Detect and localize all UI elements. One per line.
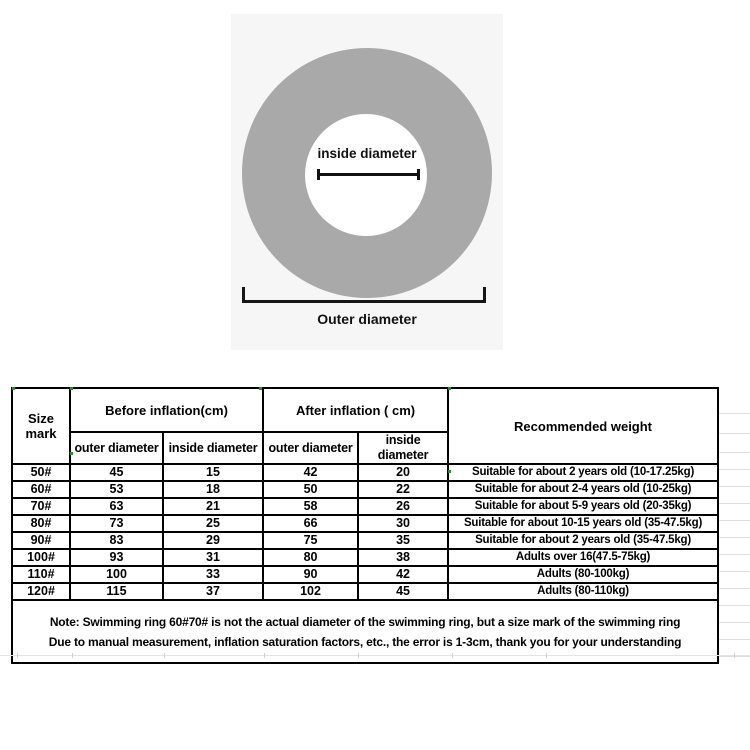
gridline-stub bbox=[719, 433, 750, 434]
note-cell bbox=[12, 600, 718, 663]
weight-cell: Adults (80-100kg) bbox=[448, 566, 718, 583]
size-cell: 90# bbox=[12, 532, 70, 549]
recommended-weight-header: Recommended weight bbox=[448, 388, 718, 464]
gridline-stub bbox=[719, 571, 750, 572]
note-line-1: Note: Swimming ring 60#70# is not the actual diameter of the swimming ring, but a size mark of the swimming ring bbox=[49, 614, 681, 629]
size-cell: 120# bbox=[12, 583, 70, 600]
before-inside-cell: 18 bbox=[163, 481, 263, 498]
after-outer-cell: 58 bbox=[263, 498, 358, 515]
table-row bbox=[12, 583, 718, 600]
table-row bbox=[12, 464, 718, 481]
note-line-2: Due to manual measurement, inflation saturation factors, etc., the error is 1-3cm, thank you for your understanding bbox=[48, 634, 682, 649]
gridline-stub bbox=[719, 537, 750, 538]
gridline-stub bbox=[719, 469, 750, 470]
header-group-row bbox=[12, 388, 718, 432]
before-inside-cell: 21 bbox=[163, 498, 263, 515]
bracket-tick-left bbox=[242, 287, 245, 303]
table-row bbox=[12, 532, 718, 549]
weight-cell: Suitable for about 2 years old (35-47.5kg) bbox=[448, 532, 718, 549]
size-cell: 70# bbox=[12, 498, 70, 515]
after-outer-cell: 75 bbox=[263, 532, 358, 549]
size-cell: 60# bbox=[12, 481, 70, 498]
gridline-stub bbox=[0, 655, 750, 656]
table-row bbox=[12, 481, 718, 498]
gridline-tick bbox=[72, 653, 73, 658]
after-inside-cell: 35 bbox=[358, 532, 448, 549]
before-inside-cell: 37 bbox=[163, 583, 263, 600]
before-outer-cell: 100 bbox=[70, 566, 163, 583]
before-outer-cell: 83 bbox=[70, 532, 163, 549]
size-cell: 110# bbox=[12, 566, 70, 583]
gridline-stub bbox=[719, 639, 750, 640]
outer-diameter-bracket bbox=[242, 300, 486, 303]
cell-corner-mark bbox=[448, 387, 451, 390]
after-inside-diameter-header: inside diameter bbox=[358, 432, 448, 464]
gridline-stub bbox=[719, 554, 750, 555]
weight-cell: Adults over 16(47.5-75kg) bbox=[448, 549, 718, 566]
after-outer-cell: 66 bbox=[263, 515, 358, 532]
cell-corner-mark bbox=[70, 452, 73, 455]
after-inside-cell: 20 bbox=[358, 464, 448, 481]
gridline-stub bbox=[719, 520, 750, 521]
after-inside-cell: 42 bbox=[358, 566, 448, 583]
gridline-tick bbox=[546, 653, 547, 658]
size-mark-header: Size mark bbox=[12, 388, 70, 464]
table-row bbox=[12, 515, 718, 532]
size-cell: 50# bbox=[12, 464, 70, 481]
bracket-tick-right bbox=[483, 287, 486, 303]
swim-ring-diagram bbox=[231, 14, 503, 350]
size-spec-table bbox=[11, 387, 719, 664]
weight-cell: Adults (80-110kg) bbox=[448, 583, 718, 600]
gridline-tick bbox=[734, 653, 735, 658]
gridline-tick bbox=[164, 653, 165, 658]
before-inside-cell: 33 bbox=[163, 566, 263, 583]
cell-corner-mark bbox=[70, 387, 73, 390]
measure-cap-right bbox=[417, 169, 420, 180]
before-outer-cell: 45 bbox=[70, 464, 163, 481]
before-inside-cell: 15 bbox=[163, 464, 263, 481]
before-inside-cell: 31 bbox=[163, 549, 263, 566]
before-inside-cell: 29 bbox=[163, 532, 263, 549]
after-inflation-header: After inflation ( cm) bbox=[263, 388, 448, 432]
table-row bbox=[12, 549, 718, 566]
before-outer-cell: 73 bbox=[70, 515, 163, 532]
after-outer-cell: 50 bbox=[263, 481, 358, 498]
gridline-stub bbox=[719, 622, 750, 623]
outer-diameter-label: Outer diameter bbox=[317, 311, 417, 327]
gridline-tick bbox=[17, 653, 18, 658]
gridline-tick bbox=[264, 653, 265, 658]
before-outer-cell: 115 bbox=[70, 583, 163, 600]
before-inside-cell: 25 bbox=[163, 515, 263, 532]
size-cell: 80# bbox=[12, 515, 70, 532]
inside-diameter-measure-line bbox=[317, 173, 420, 176]
gridline-tick bbox=[452, 653, 453, 658]
gridline-tick bbox=[358, 653, 359, 658]
cell-corner-mark bbox=[12, 387, 15, 390]
after-outer-diameter-header: outer diameter bbox=[263, 432, 358, 464]
gridline-stub bbox=[719, 413, 750, 414]
before-outer-cell: 63 bbox=[70, 498, 163, 515]
after-inside-cell: 45 bbox=[358, 583, 448, 600]
before-inside-diameter-header: inside diameter bbox=[163, 432, 263, 464]
before-outer-diameter-header: outer diameter bbox=[70, 432, 163, 464]
after-inside-cell: 38 bbox=[358, 549, 448, 566]
gridline-stub bbox=[719, 503, 750, 504]
gridline-stub bbox=[719, 588, 750, 589]
inside-diameter-label: inside diameter bbox=[317, 146, 417, 161]
note-row bbox=[12, 600, 718, 663]
size-cell: 100# bbox=[12, 549, 70, 566]
after-outer-cell: 102 bbox=[263, 583, 358, 600]
weight-cell: Suitable for about 2-4 years old (10-25kg) bbox=[448, 481, 718, 498]
gridline-stub bbox=[719, 486, 750, 487]
table-row bbox=[12, 566, 718, 583]
after-inside-cell: 22 bbox=[358, 481, 448, 498]
before-inflation-header: Before inflation(cm) bbox=[70, 388, 263, 432]
weight-cell: Suitable for about 5-9 years old (20-35kg) bbox=[448, 498, 718, 515]
table-row bbox=[12, 498, 718, 515]
weight-cell: Suitable for about 10-15 years old (35-47.5kg) bbox=[448, 515, 718, 532]
after-inside-cell: 26 bbox=[358, 498, 448, 515]
measure-cap-left bbox=[317, 169, 320, 180]
after-outer-cell: 90 bbox=[263, 566, 358, 583]
weight-cell: Suitable for about 2 years old (10-17.25kg) bbox=[448, 464, 718, 481]
after-inside-cell: 30 bbox=[358, 515, 448, 532]
cell-corner-mark bbox=[448, 470, 451, 473]
after-outer-cell: 42 bbox=[263, 464, 358, 481]
before-outer-cell: 53 bbox=[70, 481, 163, 498]
after-outer-cell: 80 bbox=[263, 549, 358, 566]
gridline-stub bbox=[719, 452, 750, 453]
gridline-stub bbox=[719, 605, 750, 606]
cell-corner-mark bbox=[259, 387, 262, 390]
before-outer-cell: 93 bbox=[70, 549, 163, 566]
